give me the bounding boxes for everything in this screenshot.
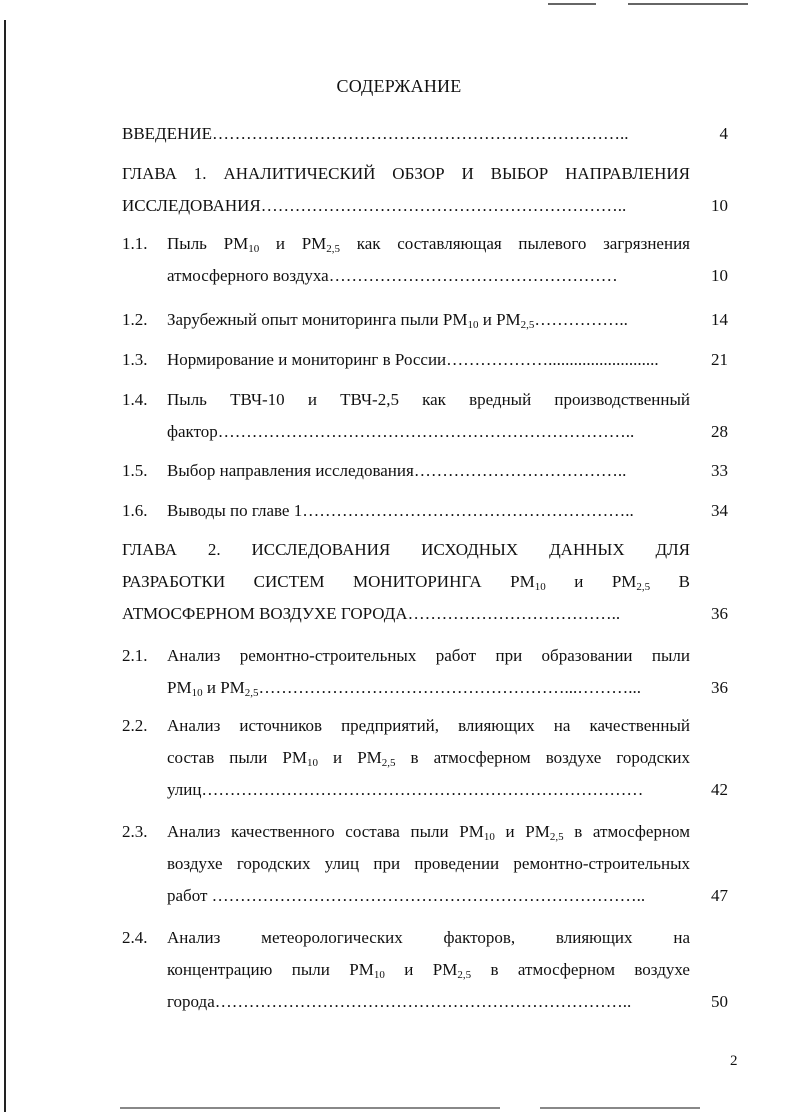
toc-entry-page: 21 (711, 350, 728, 369)
page-number: 2 (730, 1053, 738, 1069)
scan-edge-left (4, 20, 6, 1112)
scan-edge-bottom (540, 1107, 700, 1109)
toc-entry-text: ВВЕДЕНИЕ……………………………………………………………….. (122, 124, 629, 143)
toc-entry[interactable] (122, 501, 728, 533)
toc-entry-page: 47 (711, 886, 728, 905)
toc-entry-text: фактор……………………………………………………………….. (167, 422, 635, 441)
toc-entry-page: 28 (711, 422, 728, 441)
toc-entry-number: 2.2. (122, 716, 148, 735)
toc-entry[interactable] (122, 716, 728, 812)
toc-entry[interactable] (122, 234, 728, 298)
toc-entry-text: ИССЛЕДОВАНИЯ……………………………………………………….. (122, 196, 627, 215)
toc-entry[interactable] (122, 310, 728, 342)
scan-edge-bottom (120, 1107, 500, 1109)
toc-entry-text: Анализ источников предприятий, влияющих на качественный (167, 716, 690, 735)
toc-entry-number: 1.1. (122, 234, 148, 253)
toc-entry-page: 33 (711, 461, 728, 480)
toc-entry-page: 42 (711, 780, 728, 799)
toc-entry[interactable] (122, 822, 728, 918)
toc-entry-text: работ ………………………………………………………………….. (167, 886, 646, 905)
toc-entry-page: 10 (711, 266, 728, 285)
page-title: СОДЕРЖАНИЕ (336, 76, 462, 96)
toc-entry[interactable] (122, 646, 728, 710)
scan-edge-top (548, 3, 596, 5)
toc-entry[interactable] (122, 540, 728, 636)
toc-entry-text: города……………………………………………………………….. (167, 992, 632, 1011)
toc-entry-page: 4 (719, 124, 728, 143)
toc-entry-text: ГЛАВА 2. ИССЛЕДОВАНИЯ ИСХОДНЫХ ДАННЫХ ДЛЯ (122, 540, 690, 559)
toc-entry-text: улиц…………………………………………………………………… (167, 780, 644, 799)
toc-entry-number: 1.4. (122, 390, 148, 409)
toc-entry-text: Анализ качественного состава пыли $PM_{10}$ и $PM_{2,5}$ в атмосферном (167, 822, 690, 843)
toc-entry-page: 36 (711, 604, 728, 623)
toc-entry-text: состав пыли $PM_{10}$ и $PM_{2,5}$ в атмосферном воздухе городских (167, 748, 690, 769)
toc-entry-text: воздухе городских улиц при проведении ремонтно-строительных (167, 854, 690, 873)
toc-entry[interactable] (122, 928, 728, 1024)
toc-entry-text: ГЛАВА 1. АНАЛИТИЧЕСКИЙ ОБЗОР И ВЫБОР НАПРАВЛЕНИЯ (122, 164, 690, 183)
toc-entry-text: Выбор направления исследования……………………………….. (167, 461, 627, 480)
toc-entry[interactable] (122, 164, 728, 228)
toc-entry-number: 1.2. (122, 310, 148, 329)
toc-entry-number: 1.5. (122, 461, 148, 480)
toc-entry-text: Анализ метеорологических факторов, влияющих на (167, 928, 690, 947)
toc-entry[interactable] (122, 390, 728, 454)
toc-entry[interactable] (122, 461, 728, 493)
toc-entry-text: Выводы по главе 1………………………………………………….. (167, 501, 634, 520)
toc-entry[interactable] (122, 350, 728, 382)
toc-entry-text: Нормирование и мониторинг в России……………….......................... (167, 350, 659, 369)
toc-entry-number: 1.3. (122, 350, 148, 369)
toc-entry-text: атмосферного воздуха…………………………………………… (167, 266, 618, 285)
toc-entry-number: 2.1. (122, 646, 148, 665)
toc-entry-page: 14 (711, 310, 728, 329)
toc-entry-text: АТМОСФЕРНОМ ВОЗДУХЕ ГОРОДА……………………………….. (122, 604, 621, 623)
toc-entry-text: Зарубежный опыт мониторинга пыли $PM_{10}$ и $PM_{2,5}\dots\dots\dots\dots\dots$.. (167, 310, 628, 331)
toc-entry-text: Анализ ремонтно-строительных работ при образовании пыли (167, 646, 690, 665)
toc-entry-text: $PM_{10}$ и $PM_{2,5}\dots\dots\dots\dots\dots\dots\dots\dots\dots\dots\dots\dots\dots\dots\dots\dots\dots\dots...\dots\dots\dots$... (167, 678, 642, 699)
scan-edge-top (628, 3, 748, 5)
toc-entry-page: 34 (711, 501, 728, 520)
toc-entry-number: 2.3. (122, 822, 148, 841)
toc-entry-text: РАЗРАБОТКИ СИСТЕМ МОНИТОРИНГА $PM_{10}$ и $PM_{2,5}$ В (122, 572, 690, 593)
toc-entry-text: Пыль ТВЧ-10 и ТВЧ-2,5 как вредный производственный (167, 390, 690, 409)
toc-entry-number: 2.4. (122, 928, 148, 947)
toc-entry[interactable] (122, 124, 728, 156)
toc-entry-page: 50 (711, 992, 728, 1011)
toc-entry-page: 36 (711, 678, 728, 697)
toc-entry-number: 1.6. (122, 501, 148, 520)
toc-entry-page: 10 (711, 196, 728, 215)
toc-entry-text: Пыль $PM_{10}$ и $PM_{2,5}$ как составляющая пылевого загрязнения (167, 234, 690, 255)
toc-entry-text: концентрацию пыли $PM_{10}$ и $PM_{2,5}$ в атмосферном воздухе (167, 960, 690, 981)
